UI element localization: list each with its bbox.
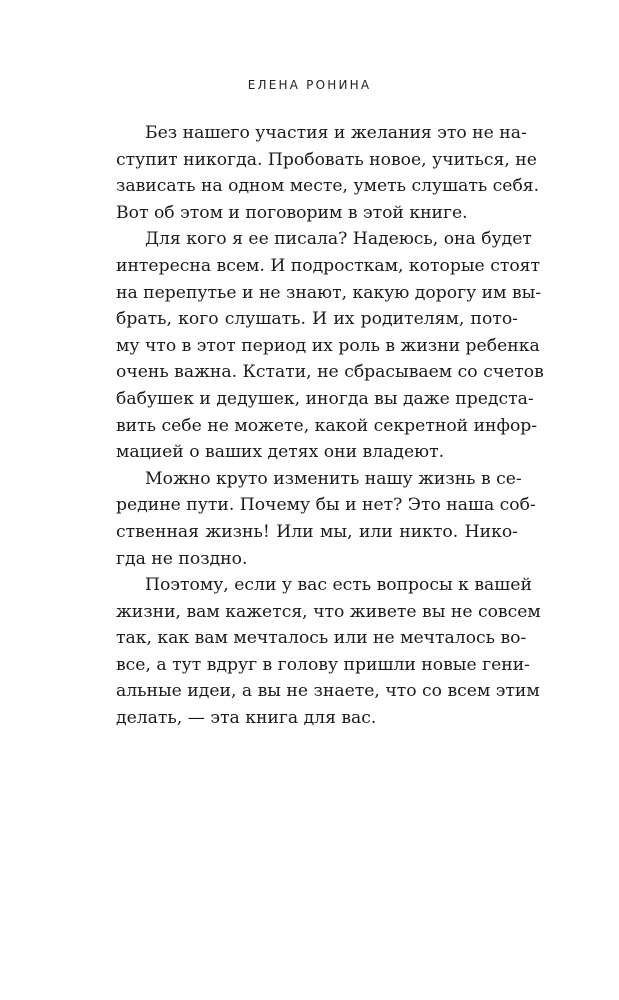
text-line: ственная жизнь! Или мы, или никто. Нико- [116,521,518,542]
paragraph-2 [116,226,544,465]
body-text [116,120,544,732]
text-line: брать, кого слушать. И их родителям, пото- [116,309,518,330]
text-line: очень важна. Кстати, не сбрасываем со счетов [116,362,544,383]
text-line: жизни, вам кажется, что живете вы не совсем [116,601,541,622]
text-line: так, как вам мечталось или не мечталось во- [116,628,527,649]
text-line: интересна всем. И подросткам, которые стоят [116,255,541,276]
text-line: Без нашего участия и желания это не на- [145,123,527,143]
paragraph-4 [116,572,541,732]
paragraph-1 [116,120,540,226]
text-line: на перепутье и не знают, какую дорогу им вы- [116,282,542,303]
text-line: ступит никогда. Пробовать новое, учиться, не [116,149,537,170]
text-line: зависать на одном месте, уметь слушать себя. [116,176,540,197]
text-line: Поэтому, если у вас есть вопросы к вашей [145,575,532,596]
text-line: гда не поздно. [116,548,248,569]
text-line: Можно круто изменить нашу жизнь в се- [145,468,522,489]
text-line: альные идеи, а вы не знаете, что со всем этим [116,681,540,702]
running-head-author: ЕЛЕНА РОНИНА [247,78,372,92]
text-line: му что в этот период их роль в жизни ребенка [116,335,540,356]
text-line: делать, — эта книга для вас. [116,708,377,729]
paragraph-3 [116,466,536,572]
text-line: все, а тут вдруг в голову пришли новые гени- [116,654,530,675]
text-line: Вот об этом и поговорим в этой книге. [116,202,468,223]
text-line: бабушек и дедушек, иногда вы даже предста- [116,388,534,409]
text-line: Для кого я ее писала? Надеюсь, она будет [145,229,532,250]
text-line: редине пути. Почему бы и нет? Это наша соб- [116,495,536,516]
text-line: мацией о ваших детях они владеют. [116,442,445,463]
text-line: вить себе не можете, какой секретной инфор- [116,415,538,436]
